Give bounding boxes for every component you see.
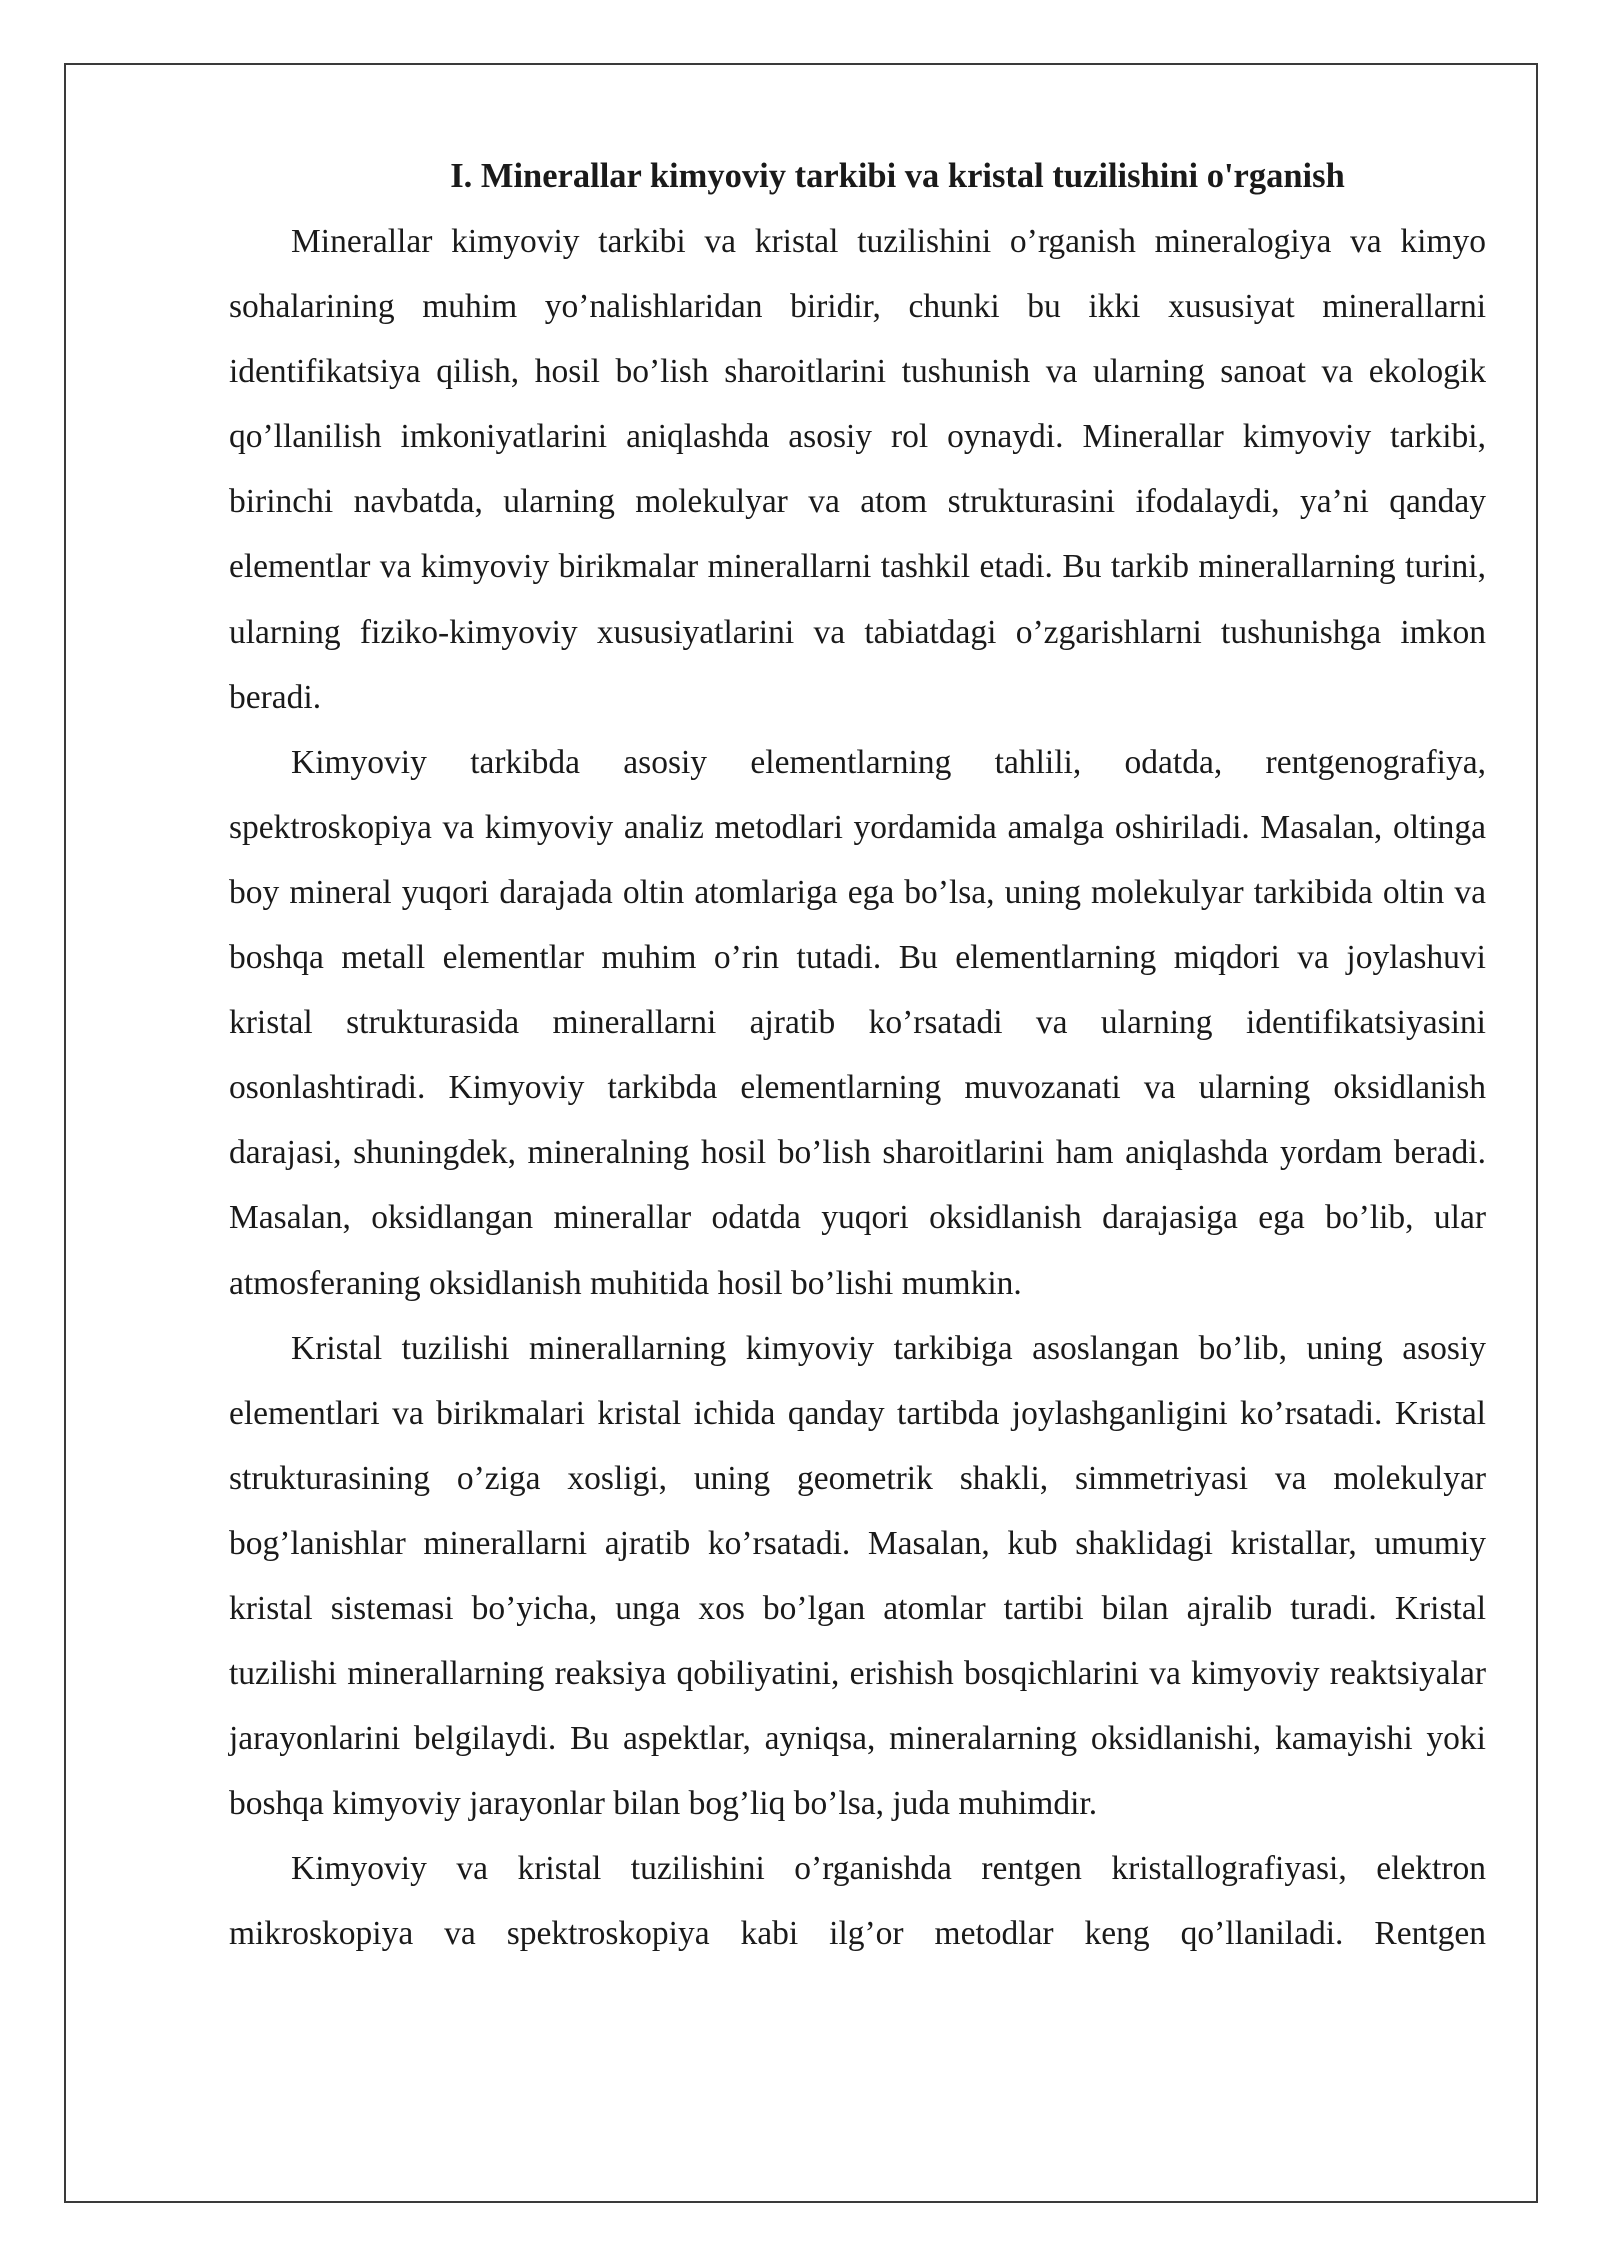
paragraph-3: Kristal tuzilishi minerallarning kimyoviy tarkibiga asoslangan bo’lib, uning asosiy elementlari va birikmalari kristal ichida qanday tartibda joylashganligini ko’rsatadi. Kristal strukturasining o’ziga xosligi, uning geometrik shakli, simmetriyasi va molekulyar bog’lanishlar minerallarni ajratib ko’rsatadi. Masalan, kub shaklidagi kristallar, umumiy kristal sistemasi bo’yicha, unga xos bo’lgan atomlar tartibi bilan ajralib turadi. Kristal tuzilishi minerallarning reaksiya qobiliyatini, erishish bosqichlarini va kimyoviy reaktsiyalar jarayonlarini belgilaydi. Bu aspektlar, ayniqsa, mineralarning oksidlanishi, kamayishi yoki boshqa kimyoviy jarayonlar bilan bog’liq bo’lsa, juda muhimdir.	[229, 1329, 1486, 1823]
paragraph-4: Kimyoviy va kristal tuzilishini o’rganishda rentgen kristallografiyasi, elektron mikroskopiya va spektroskopiya kabi ilg’or metodlar keng qo’llaniladi. Rentgen	[229, 1850, 1486, 1953]
paragraph-2: Kimyoviy tarkibda asosiy elementlarning tahlili, odatda, rentgenografiya, spektroskopiya va kimyoviy analiz metodlari yordamida amalga oshiriladi. Masalan, oltinga boy mineral yuqori darajada oltin atomlariga ega bo’lsa, uning molekulyar tarkibida oltin va boshqa metall elementlar muhim o’rin tutadi. Bu elementlarning miqdori va joylashuvi kristal strukturasida minerallarni ajratib ko’rsatadi va ularning identifikatsiyasini osonlashtiradi. Kimyoviy tarkibda elementlarning muvozanati va ularning oksidlanish darajasi, shuningdek, mineralning hosil bo’lish sharoitlarini ham aniqlashda yordam beradi. Masalan, oksidlangan minerallar odatda yuqori oksidlanish darajasiga ega bo’lib, ular atmosferaning oksidlanish muhitida hosil bo’lishi mumkin.	[229, 743, 1486, 1302]
paragraph-1: Minerallar kimyoviy tarkibi va kristal tuzilishini o’rganish mineralogiya va kimyo sohalarining muhim yo’nalishlaridan biridir, chunki bu ikki xususiyat minerallarni identifikatsiya qilish, hosil bo’lish sharoitlarini tushunish va ularning sanoat va ekologik qo’llanilish imkoniyatlarini aniqlashda asosiy rol oynaydi. Minerallar kimyoviy tarkibi, birinchi navbatda, ularning molekulyar va atom strukturasini ifodalaydi, ya’ni qanday elementlar va kimyoviy birikmalar minerallarni tashkil etadi. Bu tarkib minerallarning turini, ularning fiziko-kimyoviy xususiyatlarini va tabiatdagi o’zgarishlarni tushunishga imkon beradi.	[229, 223, 1486, 716]
section-title: I. Minerallar kimyoviy tarkibi va kristal tuzilishini o'rganish	[450, 157, 1345, 195]
document-body	[229, 144, 1486, 1967]
